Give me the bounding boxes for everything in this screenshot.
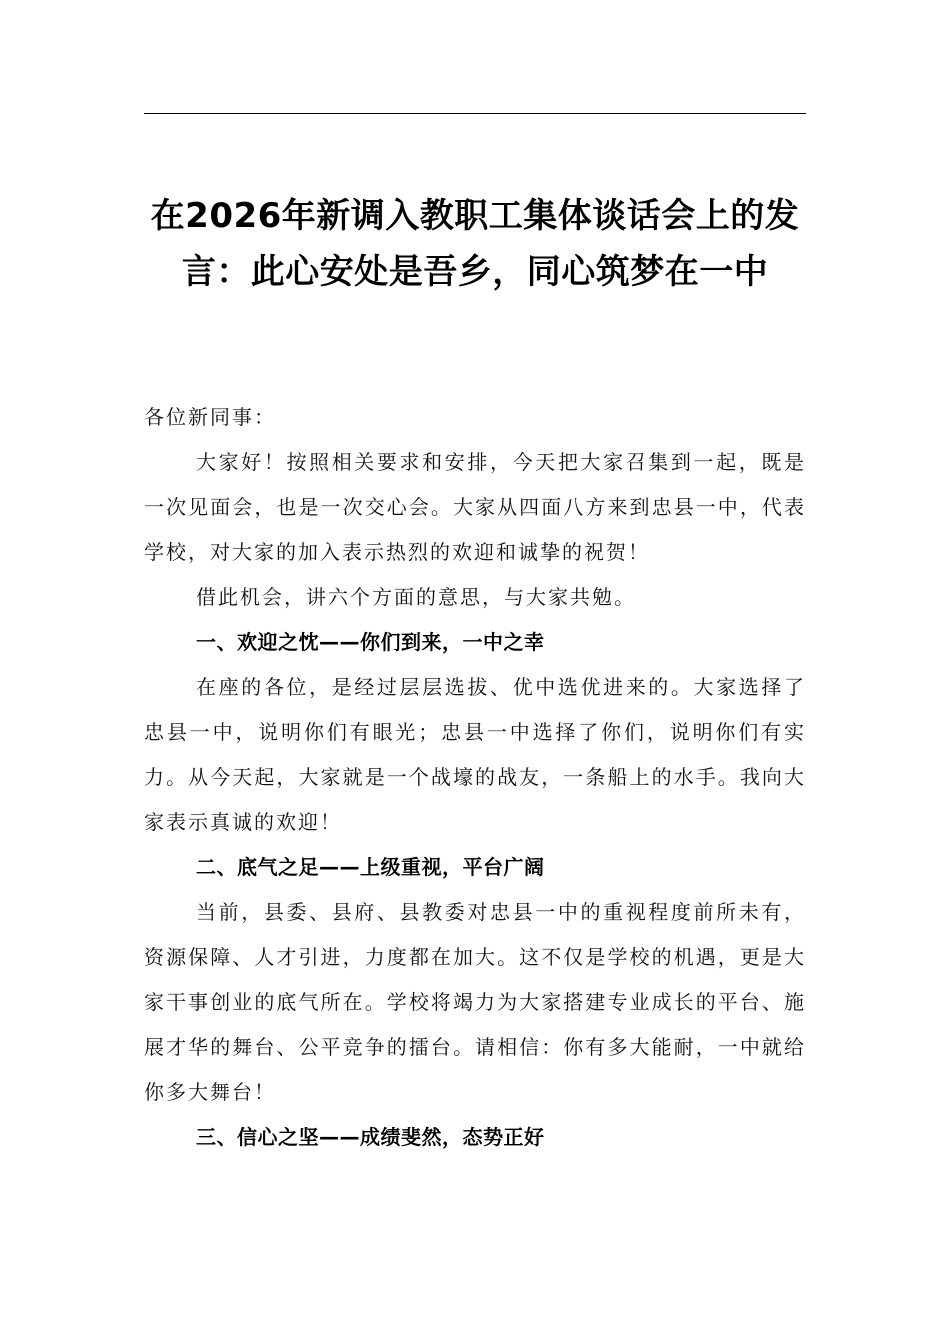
section-heading-2: 二、底气之足——上级重视，平台广阔: [196, 855, 545, 879]
paragraph-greeting: 大家好！按照相关要求和安排，今天把大家召集到一起，既是一次见面会，也是一次交心会。大家从四面八方来到忠县一中，代表学校，对大家的加入表示热烈的欢迎和诚挚的祝贺！: [144, 450, 806, 564]
title-line-2: 言：此心安处是吾乡，同心筑梦在一中: [181, 252, 769, 292]
document-title: [144, 188, 806, 300]
title-line-1: 在2026年新调入教职工集体谈话会上的发: [150, 196, 800, 236]
section-heading-1: 一、欢迎之忱——你们到来，一中之幸: [196, 630, 545, 654]
header-rule: [144, 113, 806, 114]
salutation: 各位新同事：: [144, 405, 276, 429]
section-heading-3: 三、信心之坚——成绩斐然，态势正好: [196, 1125, 545, 1149]
paragraph-intro: 借此机会，讲六个方面的意思，与大家共勉。: [196, 585, 636, 609]
document-body: [144, 395, 806, 1160]
paragraph-section-1: 在座的各位，是经过层层选拔、优中选优进来的。大家选择了忠县一中，说明你们有眼光；忠县一中选择了你们，说明你们有实力。从今天起，大家就是一个战壕的战友，一条船上的水手。我向大家表示真诚的欢迎！: [144, 675, 806, 834]
paragraph-section-2: 当前，县委、县府、县教委对忠县一中的重视程度前所未有，资源保障、人才引进，力度都在加大。这不仅是学校的机遇，更是大家干事创业的底气所在。学校将竭力为大家搭建专业成长的平台、施展才华的舞台、公平竞争的擂台。请相信：你有多大能耐，一中就给你多大舞台！: [144, 900, 806, 1104]
